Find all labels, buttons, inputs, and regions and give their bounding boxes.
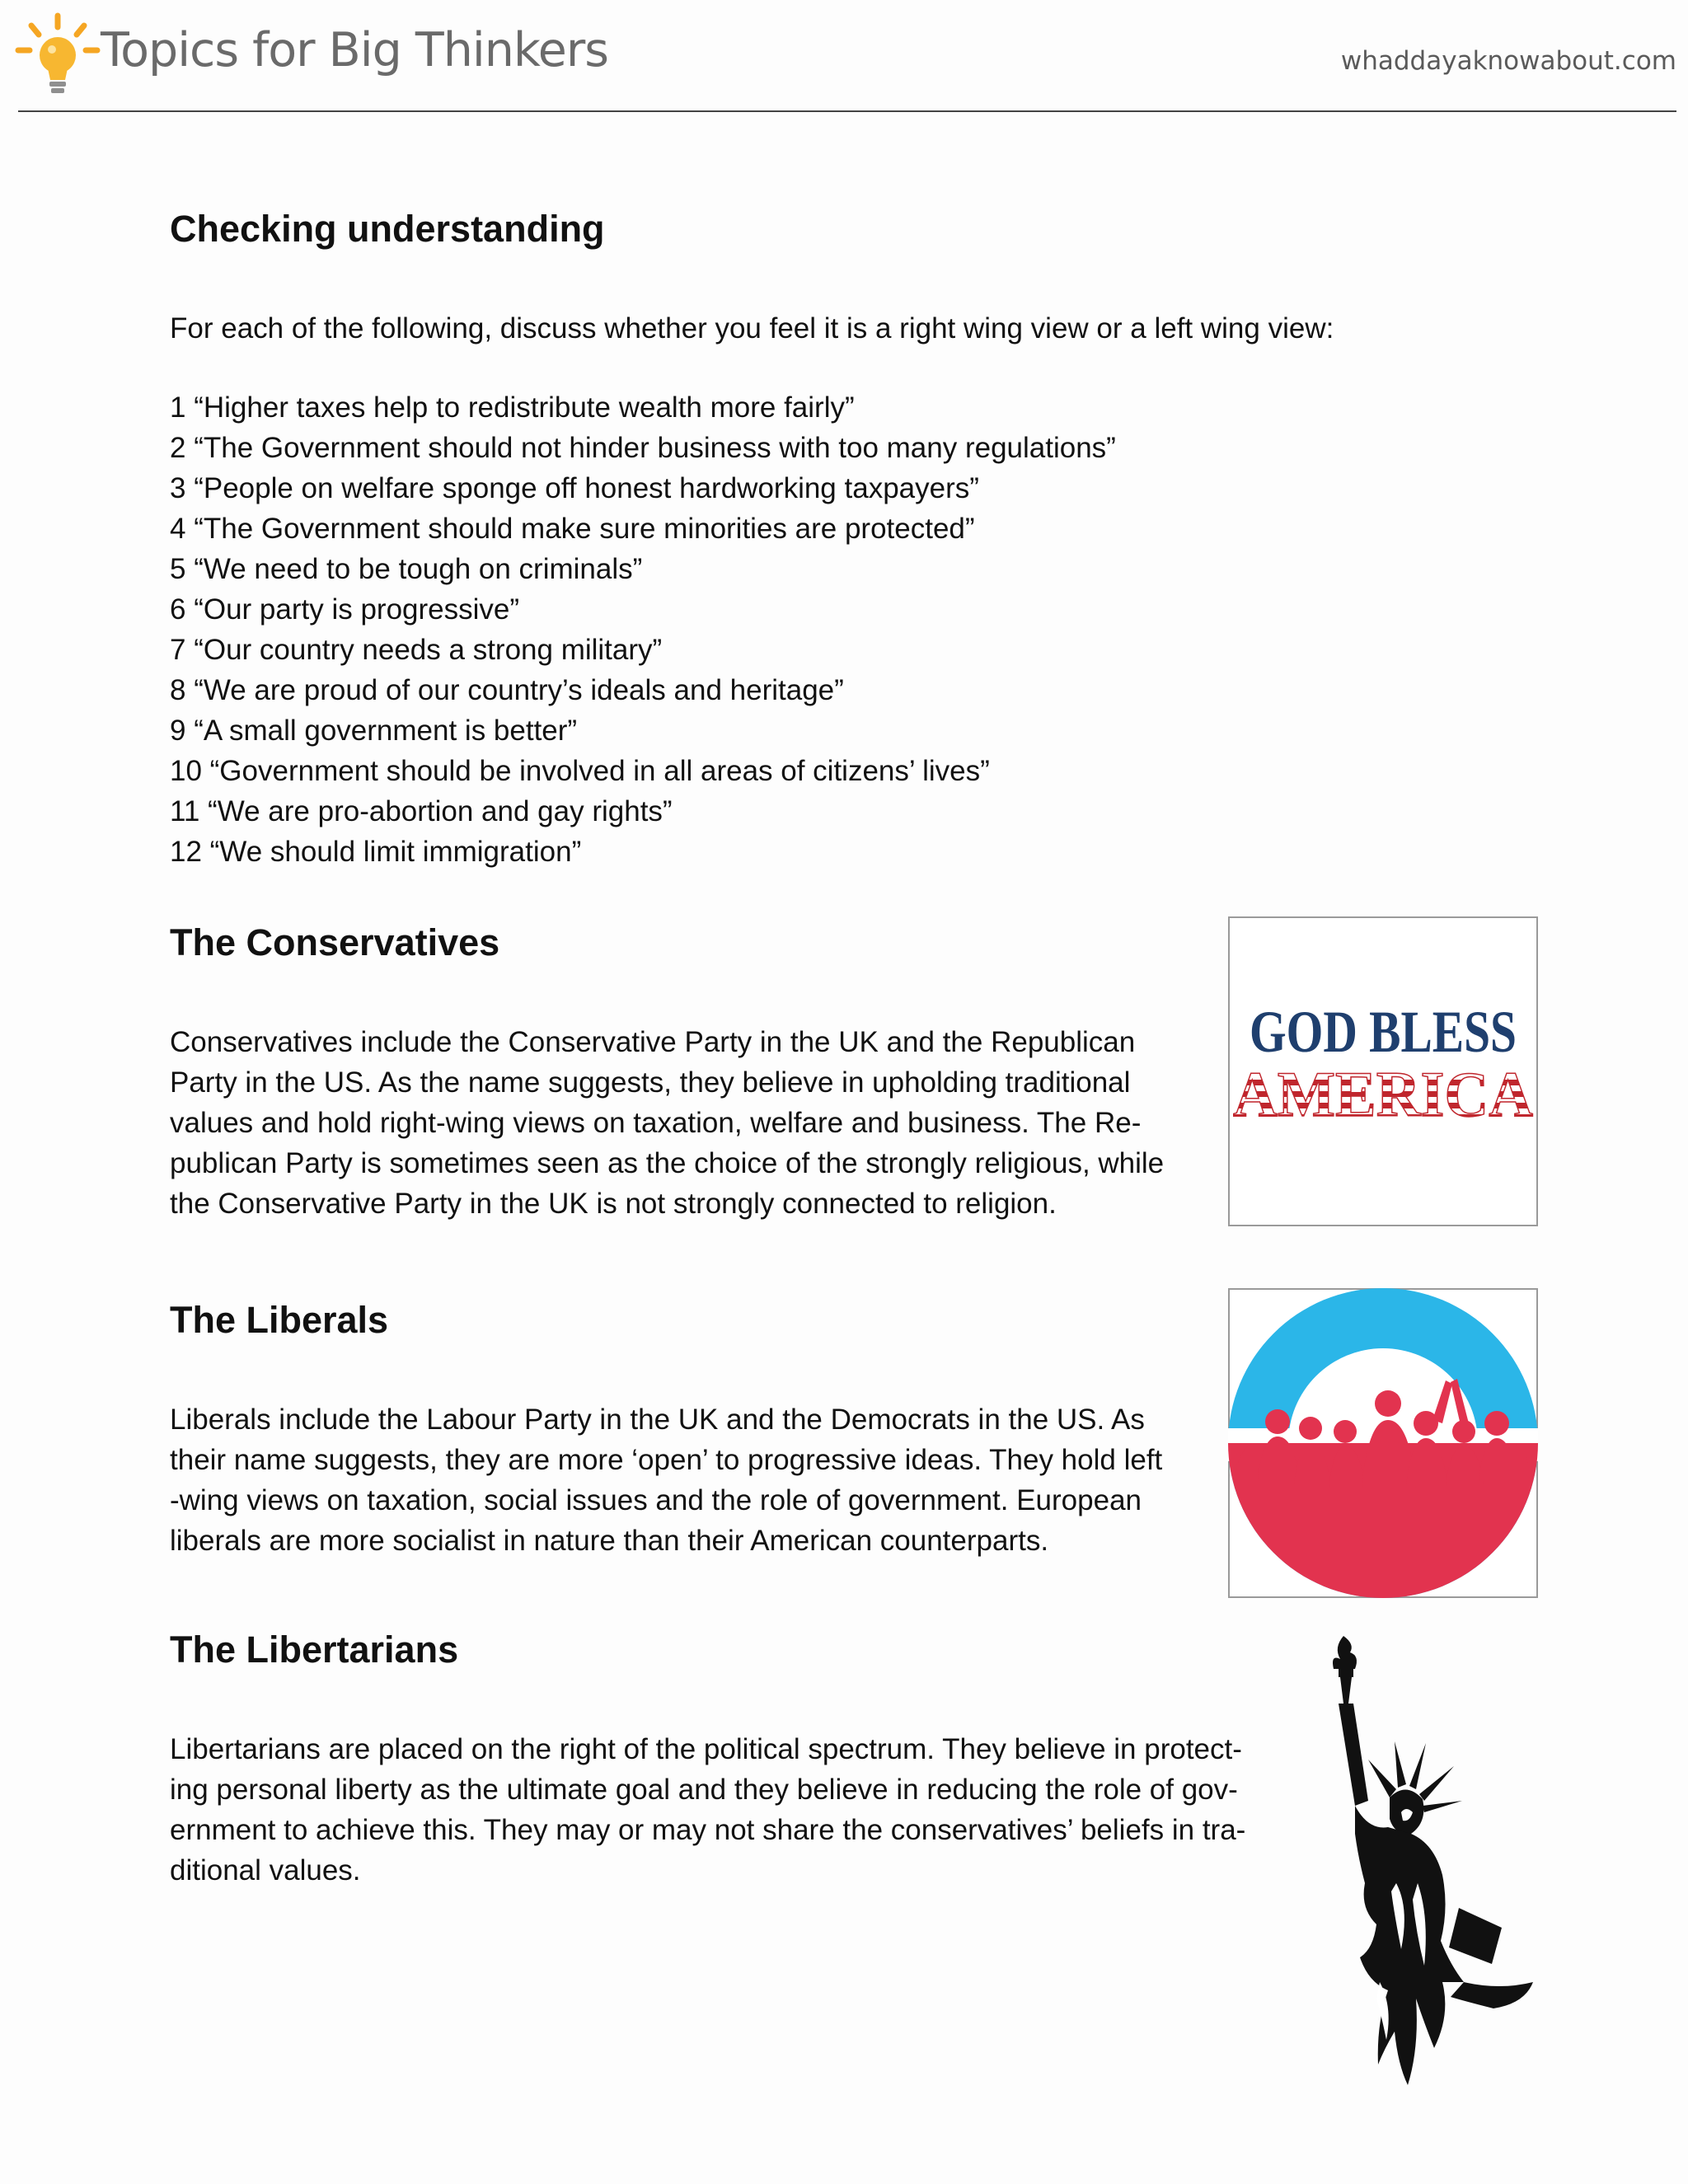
brand-title: Topics for Big Thinkers xyxy=(101,23,608,77)
statement-item: 3 “People on welfare sponge off honest hardworking taxpayers” xyxy=(170,472,979,504)
paragraph-line: values and hold right-wing views on taxation, welfare and business. The Re- xyxy=(170,1107,1142,1139)
crowd-circle-image xyxy=(1228,1288,1538,1598)
paragraph-line: the Conservative Party in the UK is not strongly connected to religion. xyxy=(170,1188,1057,1220)
god-bless-america-graphic xyxy=(1230,918,1536,1225)
crowd-circle-graphic xyxy=(1230,1290,1536,1596)
paragraph-line: ditional values. xyxy=(170,1854,361,1886)
paragraph-line: their name suggests, they are more ‘open’ to progressive ideas. They hold left xyxy=(170,1444,1163,1476)
statement-item: 6 “Our party is progressive” xyxy=(170,593,520,626)
header-divider xyxy=(18,110,1676,112)
statement-item: 4 “The Government should make sure minorities are protected” xyxy=(170,513,975,545)
paragraph-line: liberals are more socialist in nature than their American counterparts. xyxy=(170,1525,1049,1557)
section-title-conservatives: The Conservatives xyxy=(170,921,500,963)
paragraph-line: ing personal liberty as the ultimate goal and they believe in reducing the role of gov- xyxy=(170,1774,1238,1806)
statement-list xyxy=(170,387,1116,872)
checking-intro xyxy=(170,308,1334,349)
page-header xyxy=(0,0,1688,113)
statement-item: 12 “We should limit immigration” xyxy=(170,836,582,868)
paragraph-line: Conservatives include the Conservative Party in the UK and the Republican xyxy=(170,1026,1136,1058)
statement-item: 10 “Government should be involved in all areas of citizens’ lives” xyxy=(170,755,990,787)
paragraph-line: Party in the US. As the name suggests, they believe in upholding traditional xyxy=(170,1066,1131,1099)
section-title-checking-understanding: Checking understanding xyxy=(170,208,605,250)
paragraph-line: -wing views on taxation, social issues and the role of government. European xyxy=(170,1484,1142,1516)
section-title-libertarians: The Libertarians xyxy=(170,1629,459,1671)
statement-item: 1 “Higher taxes help to redistribute wealth more fairly” xyxy=(170,391,855,424)
paragraph-line: Liberals include the Labour Party in the UK and the Democrats in the US. As xyxy=(170,1404,1145,1436)
liberals-paragraph xyxy=(170,1399,1162,1561)
statement-item: 7 “Our country needs a strong military” xyxy=(170,634,663,666)
intro-text: For each of the following, discuss whether you feel it is a right wing view or a left wing view: xyxy=(170,312,1334,344)
statement-item: 9 “A small government is better” xyxy=(170,715,578,747)
god-bless-america-image xyxy=(1228,916,1538,1226)
lightbulb-icon xyxy=(15,12,101,103)
site-url: whaddayaknowabout.com xyxy=(1340,46,1676,76)
libertarians-paragraph xyxy=(170,1729,1245,1891)
paragraph-line: publican Party is sometimes seen as the choice of the strongly religious, while xyxy=(170,1147,1165,1179)
paragraph-line: Libertarians are placed on the right of the political spectrum. They believe in protect- xyxy=(170,1733,1242,1765)
statement-item: 11 “We are pro-abortion and gay rights” xyxy=(170,795,673,827)
america-text: AMERICA xyxy=(1233,1058,1533,1130)
conservatives-paragraph xyxy=(170,1022,1164,1224)
statement-item: 5 “We need to be tough on criminals” xyxy=(170,553,643,585)
statement-item: 8 “We are proud of our country’s ideals and heritage” xyxy=(170,674,844,706)
god-bless-text: GOD BLESS xyxy=(1250,999,1517,1065)
section-title-liberals: The Liberals xyxy=(170,1299,389,1341)
statement-item: 2 “The Government should not hinder business with too many regulations” xyxy=(170,432,1116,464)
statue-of-liberty-icon xyxy=(1319,1636,1550,2085)
paragraph-line: ernment to achieve this. They may or may not share the conservatives’ beliefs in tra- xyxy=(170,1814,1246,1846)
